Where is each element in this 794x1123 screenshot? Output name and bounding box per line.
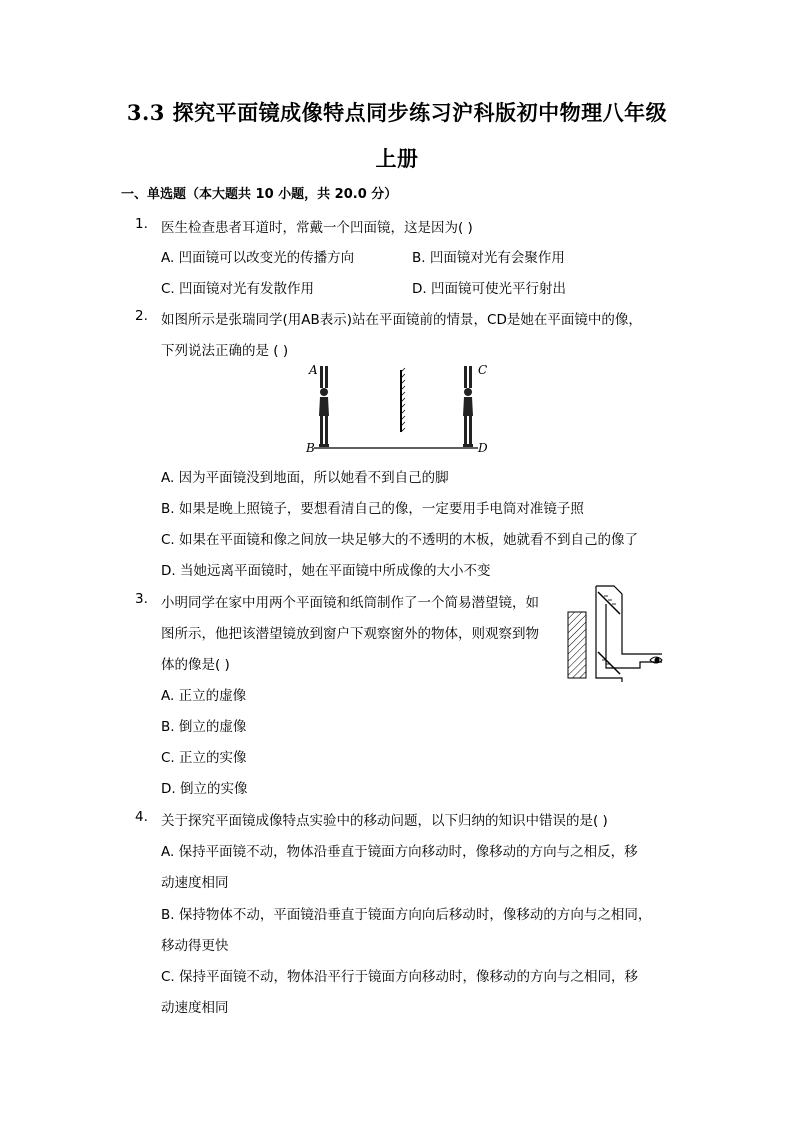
question-3-option-c: C. 正立的实像 [161, 750, 247, 766]
question-4-option-a-line-2: 动速度相同 [161, 875, 229, 891]
question-4-option-c-line-1: C. 保持平面镜不动，物体沿平行于镜面方向移动时，像移动的方向与之相同，移 [161, 969, 639, 985]
point-label-b: B [306, 441, 315, 455]
periscope-figure [562, 582, 672, 687]
question-4-number: 4. [135, 809, 148, 825]
plane-mirror [401, 368, 405, 432]
question-3-option-d: D. 倒立的实像 [161, 781, 248, 797]
mirror-figure [300, 360, 500, 456]
question-3-number: 3. [135, 591, 148, 607]
girl-figure-object [319, 366, 329, 447]
point-label-c: C [478, 363, 488, 377]
question-1-option-c: C. 凹面镜对光有发散作用 [161, 281, 315, 297]
eye-icon [650, 657, 662, 663]
bottom-mirror [598, 652, 620, 674]
question-3-stem-line-1: 小明同学在家中用两个平面镜和纸筒制作了一个简易潜望镜，如 [161, 595, 539, 611]
question-2-option-c: C. 如果在平面镜和像之间放一块足够大的不透明的木板，她就看不到自己的像了 [161, 532, 639, 548]
question-2-stem-line-1: 如图所示是张瑞同学(用AB表示)站在平面镜前的情景，CD是她在平面镜中的像， [161, 312, 642, 328]
document-title-line-1: 3.3 探究平面镜成像特点同步练习沪科版初中物理八年级 [126, 100, 668, 125]
wall [568, 612, 586, 678]
question-3-stem-line-2: 图所示，他把该潜望镜放到窗户下观察窗外的物体，则观察到物 [161, 626, 539, 642]
point-label-d: D [478, 441, 488, 455]
point-label-a: A [309, 363, 318, 377]
section-heading: 一、单选题（本大题共 10 小题，共 20.0 分） [121, 187, 398, 202]
question-2-stem-line-2: 下列说法正确的是 ( ) [161, 343, 289, 359]
girl-figure-image [463, 366, 473, 447]
question-1-number: 1. [135, 216, 148, 232]
question-4-option-b-line-1: B. 保持物体不动，平面镜沿垂直于镜面方向向后移动时，像移动的方向与之相同， [161, 907, 652, 923]
question-4-option-b-line-2: 移动得更快 [161, 938, 229, 954]
question-2-option-a: A. 因为平面镜没到地面，所以她看不到自己的脚 [161, 470, 449, 486]
question-3-option-b: B. 倒立的虚像 [161, 719, 247, 735]
question-2-option-b: B. 如果是晚上照镜子，要想看清自己的像，一定要用手电筒对准镜子照 [161, 501, 584, 517]
question-3-stem-line-3: 体的像是( ) [161, 657, 230, 673]
question-2-option-d: D. 当她远离平面镜时，她在平面镜中所成像的大小不变 [161, 563, 491, 579]
question-4-option-c-line-2: 动速度相同 [161, 1000, 229, 1016]
question-3-option-a: A. 正立的虚像 [161, 688, 247, 704]
question-1-option-b: B. 凹面镜对光有会聚作用 [412, 250, 565, 266]
question-2-number: 2. [135, 308, 148, 324]
question-4-stem: 关于探究平面镜成像特点实验中的移动问题，以下归纳的知识中错误的是( ) [161, 813, 608, 829]
document-title-line-2: 上册 [375, 146, 419, 171]
question-4-option-a-line-1: A. 保持平面镜不动，物体沿垂直于镜面方向移动时，像移动的方向与之相反，移 [161, 844, 638, 860]
question-1-option-d: D. 凹面镜可使光平行射出 [412, 281, 566, 297]
question-1-option-a: A. 凹面镜可以改变光的传播方向 [161, 250, 355, 266]
question-1-stem: 医生检查患者耳道时，常戴一个凹面镜，这是因为( ) [161, 220, 473, 236]
top-mirror [598, 592, 620, 614]
